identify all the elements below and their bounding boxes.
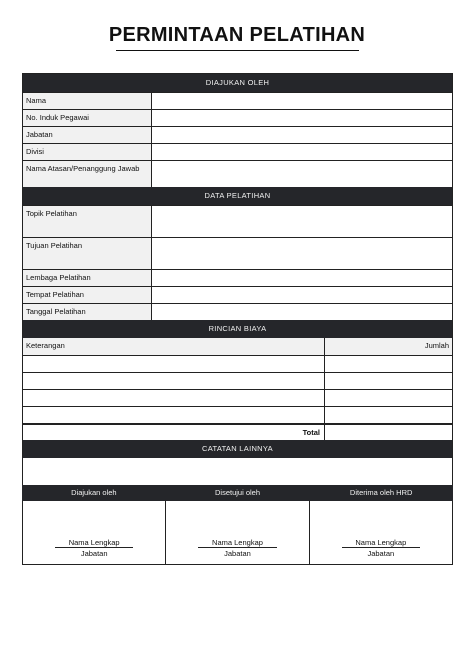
field-input-division[interactable]: [152, 144, 452, 160]
field-label-supervisor: Nama Atasan/Penanggung Jawab: [23, 161, 152, 187]
field-label-employee-id: No. Induk Pegawai: [23, 110, 152, 126]
cost-table-header: [23, 338, 452, 355]
signature-box-approved[interactable]: [166, 501, 309, 564]
cost-description-cell[interactable]: [23, 373, 325, 389]
section-header-submitted-by: DIAJUKAN OLEH: [23, 74, 452, 92]
cost-description-cell[interactable]: [23, 407, 325, 423]
field-input-employee-id[interactable]: [152, 110, 452, 126]
field-label-date: Tanggal Pelatihan: [23, 304, 152, 320]
field-input-supervisor[interactable]: [152, 161, 452, 187]
signature-position: Jabatan: [367, 549, 395, 558]
signature-name: Nama Lengkap: [212, 538, 263, 547]
field-row-position: [23, 126, 452, 143]
field-row-institution: [23, 269, 452, 286]
cost-row: [23, 406, 452, 423]
signature-header: [22, 485, 453, 501]
field-label-topic: Topik Pelatihan: [23, 206, 152, 237]
field-row-employee-id: [23, 109, 452, 126]
cost-total-value[interactable]: [325, 425, 452, 440]
cost-amount-cell[interactable]: [325, 373, 452, 389]
field-row-topic: [23, 205, 452, 237]
signature-body: [22, 501, 453, 565]
signature-line: [342, 547, 420, 548]
field-input-topic[interactable]: [152, 206, 452, 237]
signature-line: [198, 547, 276, 548]
field-row-division: [23, 143, 452, 160]
signature-box-received[interactable]: [310, 501, 452, 564]
section-header-other-notes: CATATAN LAINNYA: [23, 440, 452, 458]
page-title: PERMINTAAN PELATIHAN: [108, 24, 366, 46]
field-label-purpose: Tujuan Pelatihan: [23, 238, 152, 269]
field-input-date[interactable]: [152, 304, 452, 320]
signature-position: Jabatan: [224, 549, 251, 558]
cost-description-cell[interactable]: [23, 390, 325, 406]
cost-col-amount: Jumlah: [424, 341, 449, 350]
field-row-supervisor: [23, 160, 452, 187]
field-input-position[interactable]: [152, 127, 452, 143]
request-form: [22, 73, 453, 488]
signature-name: Nama Lengkap: [68, 538, 120, 547]
field-label-position: Jabatan: [23, 127, 152, 143]
cost-col-description: Keterangan: [23, 338, 325, 355]
field-row-name: [23, 92, 452, 109]
signature-name: Nama Lengkap: [355, 538, 407, 547]
field-label-venue: Tempat Pelatihan: [23, 287, 152, 303]
signature-position: Jabatan: [80, 549, 108, 558]
cost-total-label: Total: [23, 425, 325, 440]
cost-row: [23, 372, 452, 389]
field-input-purpose[interactable]: [152, 238, 452, 269]
field-input-name[interactable]: [152, 93, 452, 109]
signature-header-received: Diterima oleh HRD: [349, 488, 413, 497]
field-input-institution[interactable]: [152, 270, 452, 286]
cost-amount-cell[interactable]: [325, 390, 452, 406]
signature-box-submitted[interactable]: [23, 501, 166, 564]
title-underline: [116, 50, 359, 51]
field-label-institution: Lembaga Pelatihan: [23, 270, 152, 286]
cost-amount-cell[interactable]: [325, 356, 452, 372]
field-row-date: [23, 303, 452, 320]
cost-total-row: [23, 423, 452, 440]
section-header-cost-details: RINCIAN BIAYA: [23, 320, 452, 338]
signature-header-submitted: Diajukan oleh: [71, 488, 117, 497]
notes-input[interactable]: [23, 458, 452, 487]
field-row-venue: [23, 286, 452, 303]
cost-description-cell[interactable]: [23, 356, 325, 372]
cost-row: [23, 355, 452, 372]
signature-line: [55, 547, 133, 548]
signature-header-approved: Disetujui oleh: [214, 488, 261, 497]
section-header-training-data: DATA PELATIHAN: [23, 187, 452, 205]
cost-amount-cell[interactable]: [325, 407, 452, 423]
field-input-venue[interactable]: [152, 287, 452, 303]
field-label-division: Divisi: [23, 144, 152, 160]
cost-row: [23, 389, 452, 406]
field-row-purpose: [23, 237, 452, 269]
field-label-name: Nama: [23, 93, 152, 109]
